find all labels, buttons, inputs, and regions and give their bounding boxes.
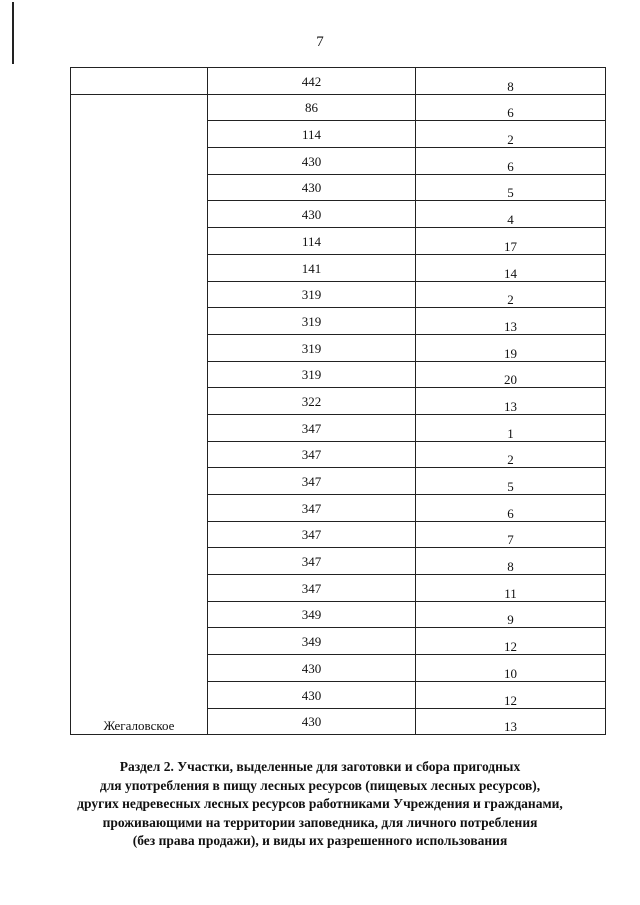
section-number-cell: 9	[416, 601, 606, 628]
section-number-cell: 20	[416, 361, 606, 388]
quarter-number-cell: 430	[208, 174, 416, 201]
quarter-number-cell: 347	[208, 468, 416, 495]
section-number-cell: 13	[416, 388, 606, 415]
quarter-number-cell: 141	[208, 254, 416, 281]
quarter-number-cell: 319	[208, 281, 416, 308]
quarter-number-cell: 442	[208, 68, 416, 95]
section-number-cell: 14	[416, 254, 606, 281]
section-number-cell: 4	[416, 201, 606, 228]
quarter-number-cell: 430	[208, 655, 416, 682]
forestry-cell	[71, 68, 208, 95]
quarter-number-cell: 347	[208, 414, 416, 441]
section-heading-line: (без права продажи), и виды их разрешенного использования	[132, 833, 508, 848]
quarter-number-cell: 319	[208, 334, 416, 361]
section-number-cell: 7	[416, 521, 606, 548]
table-row	[71, 94, 606, 121]
section-heading-line: для употребления в пищу лесных ресурсов (пищевых лесных ресурсов),	[99, 777, 541, 793]
section-number-cell: 12	[416, 628, 606, 655]
quarter-number-cell: 86	[208, 94, 416, 121]
forestry-name-cell: Жегаловское	[71, 94, 208, 735]
section-number-cell: 13	[416, 708, 606, 735]
quarter-number-cell: 347	[208, 495, 416, 522]
quarter-number-cell: 430	[208, 201, 416, 228]
section-number-cell: 2	[416, 281, 606, 308]
quarter-number-cell: 349	[208, 601, 416, 628]
quarter-number-cell: 347	[208, 575, 416, 602]
quarter-number-cell: 347	[208, 521, 416, 548]
section-heading-line: Раздел 2. Участки, выделенные для заготовки и сбора пригодных	[119, 759, 521, 774]
section-number-cell: 2	[416, 441, 606, 468]
section-number-cell: 12	[416, 681, 606, 708]
table-row	[71, 68, 606, 95]
section-number-cell: 13	[416, 308, 606, 335]
section-heading-line: других недревесных лесных ресурсов работниками Учреждения и гражданами,	[77, 796, 563, 811]
quarter-number-cell: 319	[208, 361, 416, 388]
section-number-cell: 11	[416, 575, 606, 602]
quarter-number-cell: 349	[208, 628, 416, 655]
section-number-cell: 8	[416, 548, 606, 575]
section-number-cell: 6	[416, 148, 606, 175]
quarter-number-cell: 319	[208, 308, 416, 335]
quarter-number-cell: 114	[208, 121, 416, 148]
quarter-number-cell: 114	[208, 228, 416, 255]
section-number-cell: 6	[416, 94, 606, 121]
section-number-cell: 10	[416, 655, 606, 682]
section-heading	[0, 758, 640, 851]
section-number-cell: 5	[416, 468, 606, 495]
section-number-cell: 5	[416, 174, 606, 201]
quarter-number-cell: 430	[208, 148, 416, 175]
section-heading-line: проживающими на территории заповедника, для личного потребления	[102, 814, 538, 830]
quarter-number-cell: 430	[208, 708, 416, 735]
quarter-number-cell: 430	[208, 681, 416, 708]
quarter-number-cell: 347	[208, 441, 416, 468]
quarter-number-cell: 347	[208, 548, 416, 575]
section-number-cell: 8	[416, 68, 606, 95]
section-number-cell: 19	[416, 334, 606, 361]
section-number-cell: 1	[416, 414, 606, 441]
scan-edge-line	[12, 2, 14, 64]
quarter-number-cell: 322	[208, 388, 416, 415]
section-number-cell: 17	[416, 228, 606, 255]
section-number-cell: 2	[416, 121, 606, 148]
page-number: 7	[316, 34, 324, 50]
section-number-cell: 6	[416, 495, 606, 522]
forest-plots-table	[70, 67, 606, 735]
